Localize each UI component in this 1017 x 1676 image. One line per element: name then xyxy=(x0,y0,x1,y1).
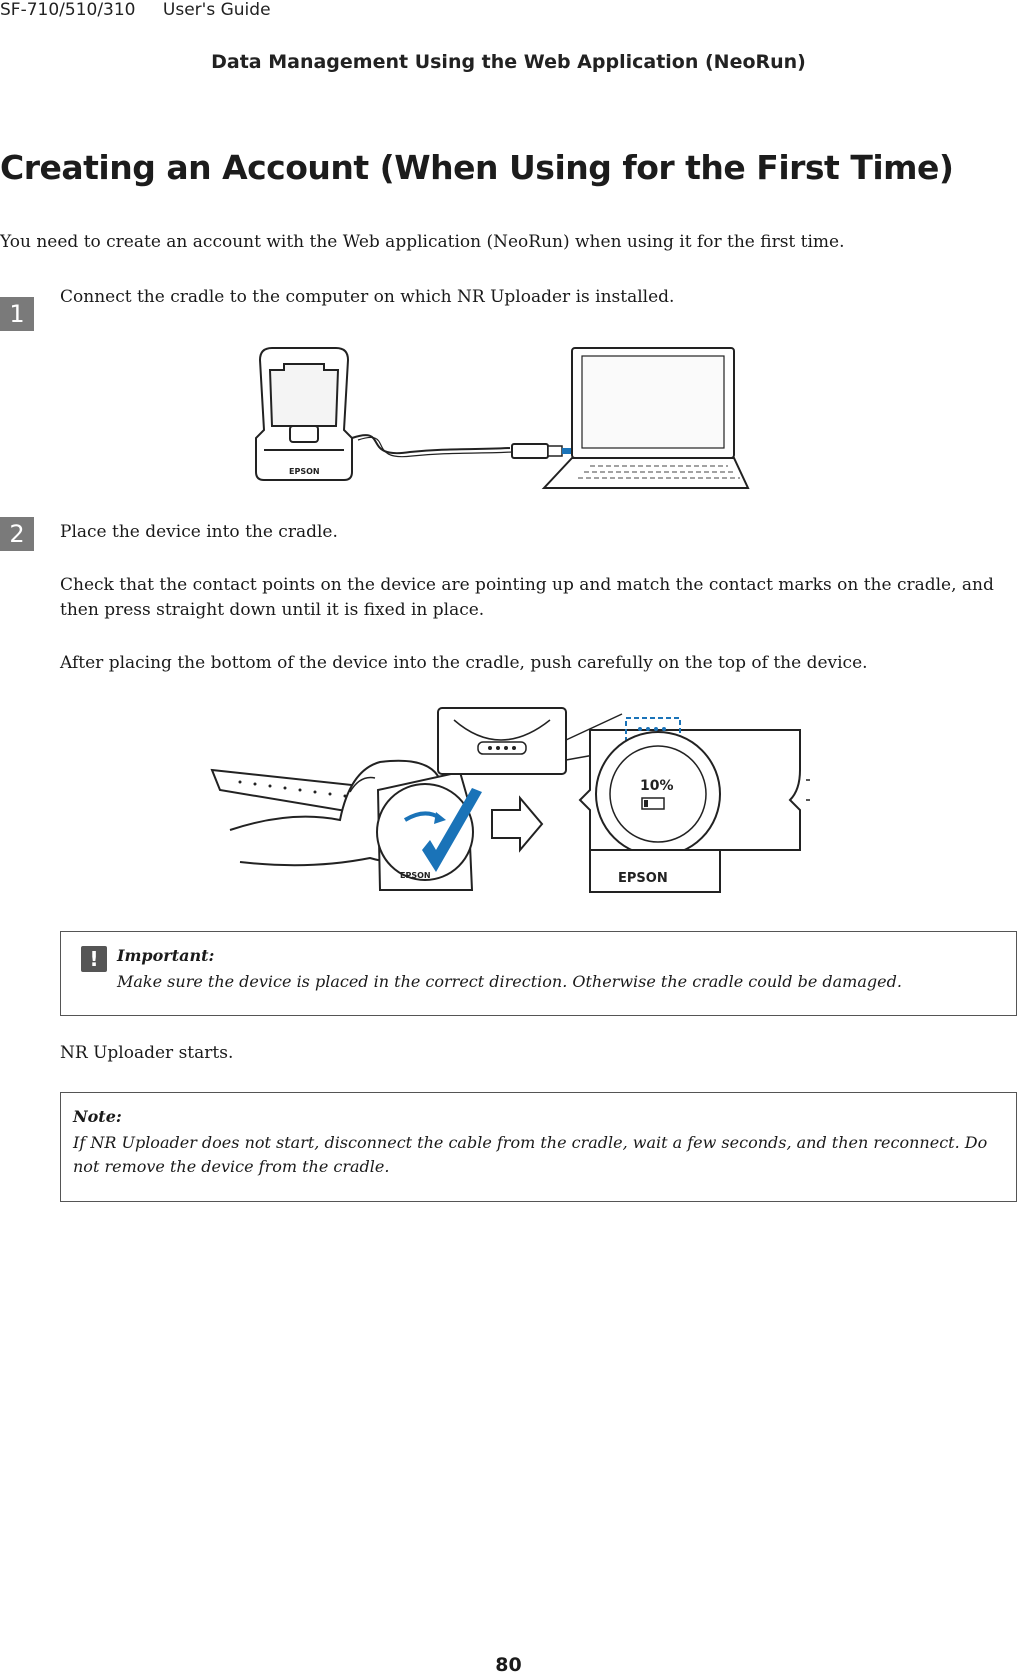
step-2-para-1: Check that the contact points on the device are pointing up and match the contact marks on the cradle, and then press straight down until it is fixed in place. xyxy=(60,575,994,620)
device-cradle-illustration xyxy=(210,700,810,900)
note-box xyxy=(60,1092,1017,1202)
arrow-right-icon xyxy=(492,798,542,850)
result-text: NR Uploader starts. xyxy=(60,1043,234,1063)
note-label: Note: xyxy=(73,1107,122,1126)
laptop-icon xyxy=(544,348,748,488)
page-title: Creating an Account (When Using for the First Time) xyxy=(0,148,954,187)
important-text: Make sure the device is placed in the correct direction. Otherwise the cradle could be damaged. xyxy=(117,972,902,991)
note-text: If NR Uploader does not start, disconnect the cable from the cradle, wait a few seconds, and then reconnect. Do not remove the device from the cradle. xyxy=(73,1133,988,1176)
cradle-laptop-illustration xyxy=(240,340,760,500)
exclamation-icon: ! xyxy=(81,946,107,972)
cradle-icon xyxy=(256,348,352,480)
battery-level-text: 10% xyxy=(640,778,674,794)
header-model: SF-710/510/310 xyxy=(0,0,136,20)
intro-paragraph: You need to create an account with the Web application (NeoRun) when using it for the first time. xyxy=(0,232,845,252)
cradle-brand-text: EPSON xyxy=(618,871,668,886)
step-2-text: Place the device into the cradle. xyxy=(60,522,338,542)
running-header xyxy=(0,0,293,20)
page-number: 80 xyxy=(495,1654,522,1676)
section-heading: Data Management Using the Web Application (NeoRun) xyxy=(211,51,806,73)
important-box xyxy=(60,931,1017,1016)
step-2-para-2: After placing the bottom of the device into the cradle, push carefully on the top of the device. xyxy=(60,653,868,673)
cradle-brand-text: EPSON xyxy=(289,467,320,476)
important-label: Important: xyxy=(117,946,215,965)
cradle-brand-text: EPSON xyxy=(400,871,431,880)
step-1-text: Connect the cradle to the computer on which NR Uploader is installed. xyxy=(60,287,675,307)
header-guide: User's Guide xyxy=(162,0,271,20)
step-number: 2 xyxy=(0,517,34,551)
step-number: 1 xyxy=(0,297,34,331)
